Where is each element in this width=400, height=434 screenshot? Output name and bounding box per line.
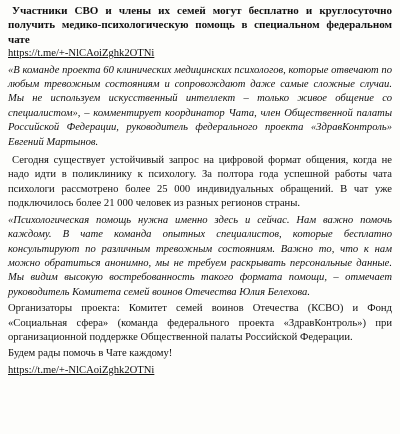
chat-link-top[interactable]: https://t.me/+-NlCAoiZghk2OTNi: [8, 48, 155, 60]
closing-line: Будем рады помочь в Чате каждому!: [8, 348, 173, 360]
paragraph-organizers: Организаторы проекта: Комитет семей воинов Отечества (КСВО) и Фонд «Социальная сфера» (команда федерального проекта «ЗдравКонтроль») при организационной поддержке Общественной палаты Российской Федерации.: [8, 303, 392, 343]
quote-coordinator: «В команде проекта 60 клинических медицинских психологов, которые отвечают по любым тревожным состояниям и сопровождают даже самые сложные случаи. Мы не используем искусственный интеллект – только живое общение со специалистом», – комментирует координатор Чата, член Общественной палаты Российской Федерации, руководитель федерального проекта «ЗдравКонтроль» Евгений Мартынов.: [8, 64, 392, 148]
quote-committee: «Психологическая помощь нужна именно здесь и сейчас. Нам важно помочь каждому. В чате команда опытных специалистов, которые бесплатно консультируют по различным тревожным состояниям. Важно то, что к нам можно обратиться анонимно, мы не требуем раскрывать персональные данные. Мы видим высокую востребованность такого формата помощи, – отмечает руководитель Комитета семей воинов Отечества Юлия Белехова.: [8, 214, 392, 298]
chat-link-bottom[interactable]: https://t.me/+-NlCAoiZghk2OTNi: [8, 364, 155, 376]
headline: Участники СВО и члены их семей могут бесплатно и круглосуточно получить медико-психологическую помощь в специальном федеральном чате: [8, 5, 392, 46]
paragraph-statistics: Сегодня существует устойчивый запрос на цифровой формат общения, когда не надо идти в поликлинику к психологу. За полтора года успешной работы чата психологи рассмотрено более 25 000 индивидуальных обращений. В чат уже подключилось более 21 000 человек из разных регионов страны.: [8, 155, 392, 210]
